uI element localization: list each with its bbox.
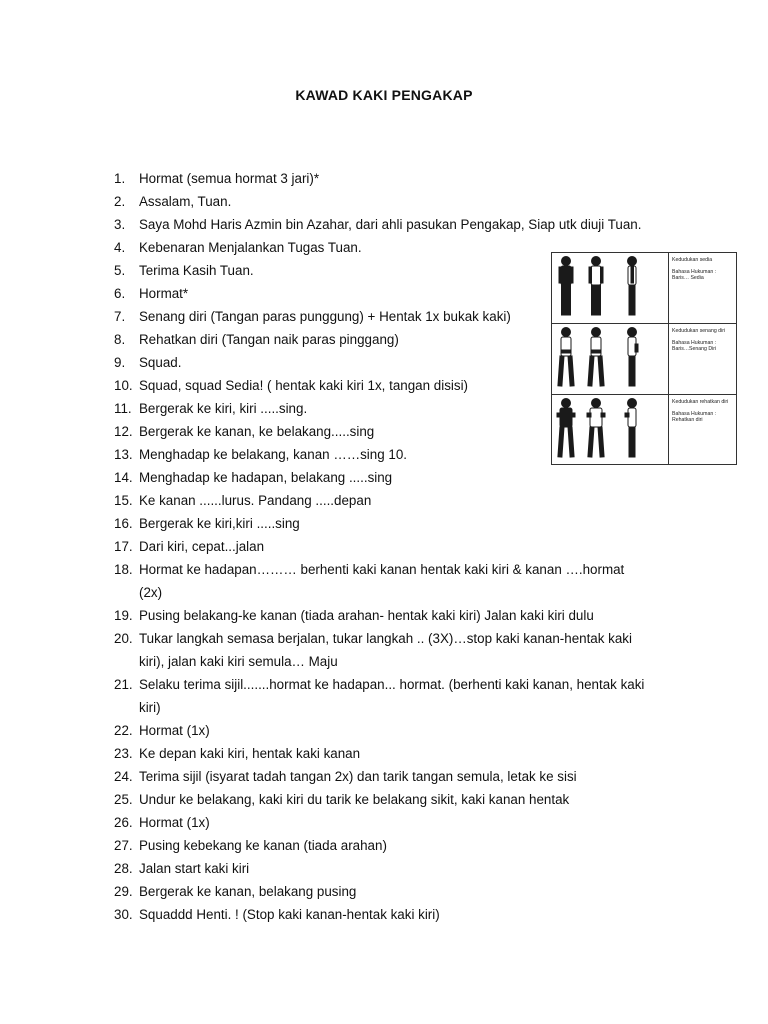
item-number: 24. <box>114 769 133 784</box>
list-item <box>114 765 694 788</box>
item-number <box>114 696 139 719</box>
figure-caption <box>672 399 734 424</box>
item-text: kiri) <box>139 700 161 715</box>
item-text: Bergerak ke kanan, belakang pusing <box>139 884 357 899</box>
list-item <box>114 190 694 213</box>
item-text: (2x) <box>139 585 163 600</box>
item-text: Hormat (1x) <box>139 723 210 738</box>
item-number: 6. <box>114 286 126 301</box>
figure-row-sedia <box>552 253 736 324</box>
list-item <box>114 167 694 190</box>
list-item <box>114 535 694 558</box>
document-title: KAWAD KAKI PENGAKAP <box>295 87 473 103</box>
item-number: 10. <box>114 378 133 393</box>
item-number: 30. <box>114 907 133 922</box>
item-number: 3. <box>114 217 126 232</box>
item-number: 9. <box>114 355 126 370</box>
item-text: Undur ke belakang, kaki kiri du tarik ke belakang sikit, kaki kanan hentak <box>139 792 570 807</box>
item-text: Senang diri (Tangan paras punggung) + Hentak 1x bukak kaki) <box>139 309 511 324</box>
item-text: Assalam, Tuan. <box>139 194 232 209</box>
item-text: Menghadap ke hadapan, belakang .....sing <box>139 470 393 485</box>
caption-position: Kedudukan rehatkan diri <box>672 399 729 405</box>
list-item <box>114 627 694 650</box>
list-item <box>114 466 694 489</box>
item-number: 28. <box>114 861 133 876</box>
list-item <box>114 604 694 627</box>
item-text: Hormat (semua hormat 3 jari)* <box>139 171 320 186</box>
item-number: 12. <box>114 424 133 439</box>
posture-figure-table <box>551 252 737 465</box>
item-text: Pusing belakang-ke kanan (tiada arahan- hentak kaki kiri) Jalan kaki kiri dulu <box>139 608 594 623</box>
item-number: 16. <box>114 516 133 531</box>
figure-caption <box>672 328 734 353</box>
list-item <box>114 880 694 903</box>
item-text: Kebenaran Menjalankan Tugas Tuan. <box>139 240 362 255</box>
item-text: Hormat* <box>139 286 189 301</box>
list-item <box>114 512 694 535</box>
item-number: 4. <box>114 240 126 255</box>
item-text: Squad. <box>139 355 182 370</box>
item-text: Bergerak ke kiri, kiri .....sing. <box>139 401 308 416</box>
item-text: Menghadap ke belakang, kanan ……sing 10. <box>139 447 407 462</box>
caption-command: Bahasa Hukuman : Baris…Senang Diri <box>672 339 717 352</box>
item-number: 8. <box>114 332 126 347</box>
caption-command: Bahasa Hukuman : Rehatkan diri <box>672 410 717 423</box>
caption-command: Bahasa Hukuman : Baris… Sedia <box>672 268 717 281</box>
item-text: Ke depan kaki kiri, hentak kaki kanan <box>139 746 361 761</box>
item-number: 13. <box>114 447 133 462</box>
item-number <box>114 650 139 673</box>
item-number: 18. <box>114 562 133 577</box>
item-number: 20. <box>114 631 133 646</box>
list-item <box>114 834 694 857</box>
posture-illustration-sedia <box>552 253 669 323</box>
item-text: Terima Kasih Tuan. <box>139 263 254 278</box>
item-number: 17. <box>114 539 133 554</box>
item-text: Saya Mohd Haris Azmin bin Azahar, dari ahli pasukan Pengakap, Siap utk diuji Tuan. <box>139 217 642 232</box>
list-item <box>114 811 694 834</box>
item-number: 21. <box>114 677 133 692</box>
item-text: Squaddd Henti. ! (Stop kaki kanan-hentak kaki kiri) <box>139 907 440 922</box>
list-item <box>114 788 694 811</box>
item-text: Pusing kebekang ke kanan (tiada arahan) <box>139 838 387 853</box>
list-item <box>114 742 694 765</box>
item-number: 2. <box>114 194 126 209</box>
item-number: 14. <box>114 470 133 485</box>
item-number <box>114 581 139 604</box>
item-number: 19. <box>114 608 133 623</box>
list-item <box>114 650 694 673</box>
item-text: Hormat ke hadapan……… berhenti kaki kanan hentak kaki kiri & kanan ….hormat <box>139 562 625 577</box>
item-text: Bergerak ke kanan, ke belakang.....sing <box>139 424 375 439</box>
posture-illustration-rehatkan-diri <box>552 395 669 465</box>
item-text: Rehatkan diri (Tangan naik paras pinggang) <box>139 332 399 347</box>
item-text: Terima sijil (isyarat tadah tangan 2x) dan tarik tangan semula, letak ke sisi <box>139 769 577 784</box>
item-text: Squad, squad Sedia! ( hentak kaki kiri 1x, tangan disisi) <box>139 378 468 393</box>
item-number: 25. <box>114 792 133 807</box>
item-text: Dari kiri, cepat...jalan <box>139 539 265 554</box>
item-text: Tukar langkah semasa berjalan, tukar langkah .. (3X)…stop kaki kanan-hentak kaki <box>139 631 632 646</box>
posture-illustration-senang-diri <box>552 324 669 394</box>
figure-row-rehatkan-diri <box>552 395 736 465</box>
item-number: 15. <box>114 493 133 508</box>
list-item <box>114 673 694 696</box>
list-item <box>114 581 694 604</box>
item-number: 27. <box>114 838 133 853</box>
item-number: 1. <box>114 171 126 186</box>
list-item <box>114 857 694 880</box>
item-number: 23. <box>114 746 133 761</box>
item-text: Hormat (1x) <box>139 815 210 830</box>
list-item <box>114 213 694 236</box>
item-text: Ke kanan ......lurus. Pandang .....depan <box>139 493 372 508</box>
item-text: kiri), jalan kaki kiri semula… Maju <box>139 654 338 669</box>
item-number: 22. <box>114 723 133 738</box>
caption-position: Kedudukan sedia <box>672 257 713 263</box>
item-number: 7. <box>114 309 126 324</box>
list-item <box>114 558 694 581</box>
item-text: Jalan start kaki kiri <box>139 861 250 876</box>
item-number: 29. <box>114 884 133 899</box>
item-number: 5. <box>114 263 126 278</box>
item-number: 26. <box>114 815 133 830</box>
item-number: 11. <box>114 401 132 416</box>
item-text: Selaku terima sijil.......hormat ke hadapan... hormat. (berhenti kaki kanan, hentak kaki <box>139 677 645 692</box>
list-item <box>114 903 694 926</box>
figure-row-senang-diri <box>552 324 736 395</box>
figure-caption <box>672 257 734 282</box>
list-item <box>114 696 694 719</box>
item-text: Bergerak ke kiri,kiri .....sing <box>139 516 300 531</box>
list-item <box>114 489 694 512</box>
list-item <box>114 719 694 742</box>
caption-position: Kedudukan senang diri <box>672 328 726 334</box>
